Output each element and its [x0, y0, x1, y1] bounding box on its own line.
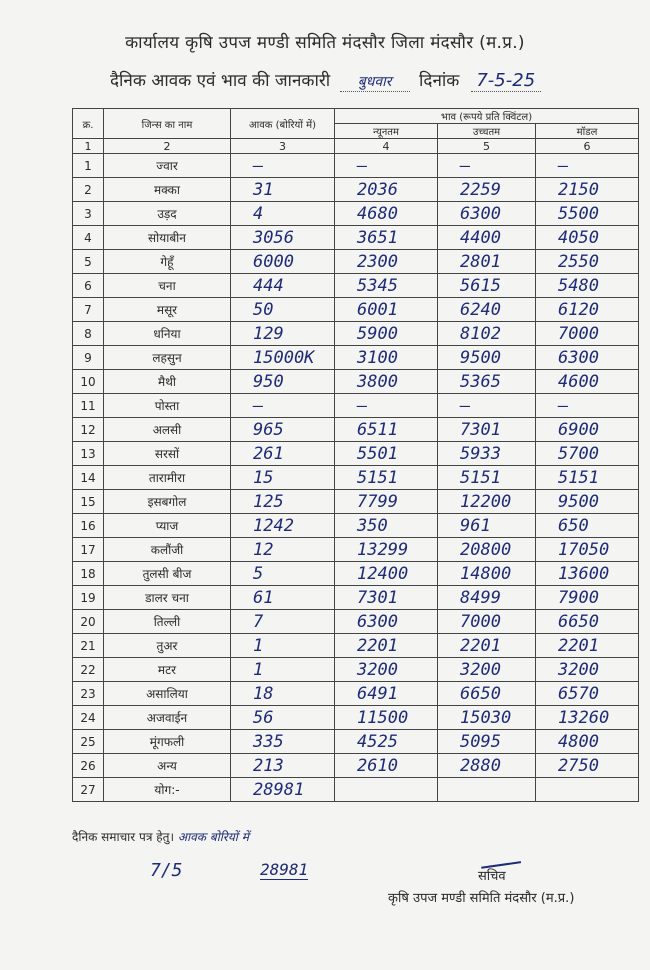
row-arrival: 335	[231, 730, 335, 754]
col-number: 2	[104, 139, 231, 154]
row-max-price: 961	[438, 514, 536, 538]
col-price-header: भाव (रूपये प्रति क्विंटल)	[335, 109, 639, 124]
row-modal-price: 2150	[536, 178, 639, 202]
row-arrival: 261	[231, 442, 335, 466]
row-commodity-name: सोयाबीन	[104, 226, 231, 250]
row-min-price: 7799	[335, 490, 438, 514]
row-max-price: —	[438, 394, 536, 418]
row-arrival: 1242	[231, 514, 335, 538]
row-sno: 21	[73, 634, 104, 658]
row-max-price: 6240	[438, 298, 536, 322]
handwritten-date: 7/5	[150, 860, 183, 881]
row-max-price: 20800	[438, 538, 536, 562]
table-row	[73, 730, 639, 754]
row-sno: 11	[73, 394, 104, 418]
row-arrival: 444	[231, 274, 335, 298]
row-sno: 15	[73, 490, 104, 514]
col-number: 3	[231, 139, 335, 154]
table-row	[73, 562, 639, 586]
total-empty-cell	[536, 778, 639, 802]
row-modal-price: 9500	[536, 490, 639, 514]
row-commodity-name: लहसुन	[104, 346, 231, 370]
row-min-price: 3100	[335, 346, 438, 370]
row-sno: 2	[73, 178, 104, 202]
row-arrival: 18	[231, 682, 335, 706]
row-sno: 22	[73, 658, 104, 682]
row-arrival: 15	[231, 466, 335, 490]
row-sno: 25	[73, 730, 104, 754]
report-date: 7-5-25	[471, 70, 541, 92]
row-modal-price: 5151	[536, 466, 639, 490]
table-row	[73, 418, 639, 442]
row-arrival: 6000	[231, 250, 335, 274]
total-sno: 27	[73, 778, 104, 802]
col-number: 4	[335, 139, 438, 154]
row-commodity-name: अजवाईन	[104, 706, 231, 730]
row-max-price: 15030	[438, 706, 536, 730]
table-row	[73, 442, 639, 466]
row-sno: 20	[73, 610, 104, 634]
row-commodity-name: उड़द	[104, 202, 231, 226]
header-row	[73, 109, 639, 124]
designation: सचिव	[478, 869, 506, 884]
row-modal-price: 5480	[536, 274, 639, 298]
row-modal-price: 13600	[536, 562, 639, 586]
col-arrival-header: आवक (बोरियों में)	[231, 109, 335, 139]
table-row	[73, 514, 639, 538]
row-min-price: 11500	[335, 706, 438, 730]
row-sno: 4	[73, 226, 104, 250]
row-commodity-name: धनिया	[104, 322, 231, 346]
handwritten-total: 28981	[260, 860, 309, 879]
row-commodity-name: तुअर	[104, 634, 231, 658]
row-commodity-name: ज्वार	[104, 154, 231, 178]
row-sno: 23	[73, 682, 104, 706]
row-max-price: 12200	[438, 490, 536, 514]
table-row	[73, 178, 639, 202]
row-modal-price: 5700	[536, 442, 639, 466]
table-row	[73, 610, 639, 634]
note-text: दैनिक समाचार पत्र हेतु।	[72, 830, 175, 844]
row-min-price: 2201	[335, 634, 438, 658]
row-commodity-name: मैथी	[104, 370, 231, 394]
row-modal-price: —	[536, 394, 639, 418]
row-modal-price: 2550	[536, 250, 639, 274]
row-arrival: 1	[231, 658, 335, 682]
subtitle-text: दैनिक आवक एवं भाव की जानकारी	[110, 71, 331, 91]
table-row	[73, 370, 639, 394]
row-arrival: 1	[231, 634, 335, 658]
row-sno: 1	[73, 154, 104, 178]
row-commodity-name: प्याज	[104, 514, 231, 538]
row-min-price: —	[335, 154, 438, 178]
table-row	[73, 490, 639, 514]
col-number: 1	[73, 139, 104, 154]
total-empty-cell	[438, 778, 536, 802]
table-row	[73, 466, 639, 490]
row-sno: 3	[73, 202, 104, 226]
row-modal-price: 2201	[536, 634, 639, 658]
row-min-price: 5345	[335, 274, 438, 298]
row-arrival: 965	[231, 418, 335, 442]
row-max-price: 5615	[438, 274, 536, 298]
row-commodity-name: अन्य	[104, 754, 231, 778]
table-row	[73, 706, 639, 730]
row-commodity-name: तिल्ली	[104, 610, 231, 634]
row-sno: 6	[73, 274, 104, 298]
row-min-price: 5900	[335, 322, 438, 346]
table-row	[73, 250, 639, 274]
row-arrival: —	[231, 154, 335, 178]
col-number: 5	[438, 139, 536, 154]
col-name-header: जिन्स का नाम	[104, 109, 231, 139]
row-min-price: 5151	[335, 466, 438, 490]
row-arrival: 61	[231, 586, 335, 610]
row-sno: 24	[73, 706, 104, 730]
table-row	[73, 658, 639, 682]
row-min-price: 2610	[335, 754, 438, 778]
row-max-price: 2259	[438, 178, 536, 202]
row-commodity-name: तुलसी बीज	[104, 562, 231, 586]
row-commodity-name: चना	[104, 274, 231, 298]
row-arrival: —	[231, 394, 335, 418]
row-min-price: 6300	[335, 610, 438, 634]
row-commodity-name: गेहूँ	[104, 250, 231, 274]
row-min-price: 7301	[335, 586, 438, 610]
column-number-row	[73, 139, 639, 154]
row-max-price: 5365	[438, 370, 536, 394]
row-arrival: 4	[231, 202, 335, 226]
row-min-price: 2036	[335, 178, 438, 202]
total-row	[73, 778, 639, 802]
row-sno: 17	[73, 538, 104, 562]
table-row	[73, 634, 639, 658]
row-sno: 13	[73, 442, 104, 466]
row-sno: 26	[73, 754, 104, 778]
total-empty-cell	[335, 778, 438, 802]
total-label: योग:-	[104, 778, 231, 802]
row-modal-price: 7900	[536, 586, 639, 610]
note-handwritten: आवक बोरियों में	[177, 830, 249, 844]
col-sno-header: क्र.	[73, 109, 104, 139]
row-sno: 18	[73, 562, 104, 586]
row-sno: 14	[73, 466, 104, 490]
row-max-price: 7000	[438, 610, 536, 634]
row-max-price: 6300	[438, 202, 536, 226]
row-max-price: 2801	[438, 250, 536, 274]
col-modal-header: मॉडल	[536, 124, 639, 139]
table-row	[73, 394, 639, 418]
row-modal-price: 13260	[536, 706, 639, 730]
row-max-price: 5095	[438, 730, 536, 754]
row-sno: 16	[73, 514, 104, 538]
row-modal-price: —	[536, 154, 639, 178]
row-min-price: 13299	[335, 538, 438, 562]
row-commodity-name: अलसी	[104, 418, 231, 442]
row-modal-price: 4800	[536, 730, 639, 754]
row-min-price: 6491	[335, 682, 438, 706]
row-arrival: 3056	[231, 226, 335, 250]
row-arrival: 125	[231, 490, 335, 514]
row-max-price: 3200	[438, 658, 536, 682]
row-min-price: 4525	[335, 730, 438, 754]
table-row	[73, 586, 639, 610]
row-sno: 8	[73, 322, 104, 346]
row-min-price: —	[335, 394, 438, 418]
row-commodity-name: सरसों	[104, 442, 231, 466]
newspaper-note	[72, 828, 249, 845]
row-max-price: 2201	[438, 634, 536, 658]
row-min-price: 12400	[335, 562, 438, 586]
table-row	[73, 274, 639, 298]
row-commodity-name: मटर	[104, 658, 231, 682]
table-row	[73, 202, 639, 226]
office-title: कार्यालय कृषि उपज मण्डी समिति मंदसौर जिला मंदसौर (म.प्र.)	[125, 33, 525, 53]
row-commodity-name: असालिया	[104, 682, 231, 706]
report-day: बुधवार	[340, 72, 410, 92]
row-arrival: 5	[231, 562, 335, 586]
row-modal-price: 2750	[536, 754, 639, 778]
row-sno: 19	[73, 586, 104, 610]
row-max-price: 7301	[438, 418, 536, 442]
row-min-price: 6001	[335, 298, 438, 322]
row-arrival: 213	[231, 754, 335, 778]
row-commodity-name: मसूर	[104, 298, 231, 322]
row-arrival: 7	[231, 610, 335, 634]
row-sno: 10	[73, 370, 104, 394]
row-commodity-name: कलौंजी	[104, 538, 231, 562]
table-row	[73, 298, 639, 322]
row-max-price: 14800	[438, 562, 536, 586]
row-sno: 12	[73, 418, 104, 442]
row-modal-price: 17050	[536, 538, 639, 562]
row-modal-price: 6300	[536, 346, 639, 370]
row-modal-price: 4600	[536, 370, 639, 394]
table-row	[73, 226, 639, 250]
row-min-price: 6511	[335, 418, 438, 442]
row-commodity-name: इसबगोल	[104, 490, 231, 514]
row-modal-price: 5500	[536, 202, 639, 226]
row-max-price: 4400	[438, 226, 536, 250]
col-number: 6	[536, 139, 639, 154]
report-subtitle	[110, 68, 541, 92]
row-arrival: 12	[231, 538, 335, 562]
row-commodity-name: मूंगफली	[104, 730, 231, 754]
row-sno: 5	[73, 250, 104, 274]
row-modal-price: 7000	[536, 322, 639, 346]
table-row	[73, 322, 639, 346]
row-modal-price: 6650	[536, 610, 639, 634]
row-modal-price: 6900	[536, 418, 639, 442]
row-max-price: 6650	[438, 682, 536, 706]
office-name: कृषि उपज मण्डी समिति मंदसौर (म.प्र.)	[388, 891, 575, 906]
row-arrival: 950	[231, 370, 335, 394]
row-min-price: 3651	[335, 226, 438, 250]
row-modal-price: 4050	[536, 226, 639, 250]
row-sno: 9	[73, 346, 104, 370]
row-min-price: 4680	[335, 202, 438, 226]
total-arrival: 28981	[231, 778, 335, 802]
row-max-price: 8499	[438, 586, 536, 610]
row-min-price: 3800	[335, 370, 438, 394]
arrival-price-table	[72, 108, 639, 802]
row-max-price: 2880	[438, 754, 536, 778]
row-min-price: 5501	[335, 442, 438, 466]
row-modal-price: 6120	[536, 298, 639, 322]
col-max-header: उच्चतम	[438, 124, 536, 139]
row-min-price: 350	[335, 514, 438, 538]
row-min-price: 3200	[335, 658, 438, 682]
row-arrival: 129	[231, 322, 335, 346]
row-max-price: —	[438, 154, 536, 178]
row-commodity-name: मक्का	[104, 178, 231, 202]
table-row	[73, 346, 639, 370]
row-modal-price: 3200	[536, 658, 639, 682]
row-max-price: 8102	[438, 322, 536, 346]
row-commodity-name: तारामीरा	[104, 466, 231, 490]
row-max-price: 5933	[438, 442, 536, 466]
table-row	[73, 154, 639, 178]
row-max-price: 9500	[438, 346, 536, 370]
row-modal-price: 6570	[536, 682, 639, 706]
row-arrival: 15000K	[231, 346, 335, 370]
row-modal-price: 650	[536, 514, 639, 538]
date-label: दिनांक	[419, 71, 460, 91]
table-row	[73, 754, 639, 778]
row-sno: 7	[73, 298, 104, 322]
row-max-price: 5151	[438, 466, 536, 490]
table-row	[73, 682, 639, 706]
row-arrival: 31	[231, 178, 335, 202]
row-arrival: 50	[231, 298, 335, 322]
table-row	[73, 538, 639, 562]
row-arrival: 56	[231, 706, 335, 730]
row-commodity-name: डालर चना	[104, 586, 231, 610]
row-commodity-name: पोस्ता	[104, 394, 231, 418]
row-min-price: 2300	[335, 250, 438, 274]
col-min-header: न्यूनतम	[335, 124, 438, 139]
